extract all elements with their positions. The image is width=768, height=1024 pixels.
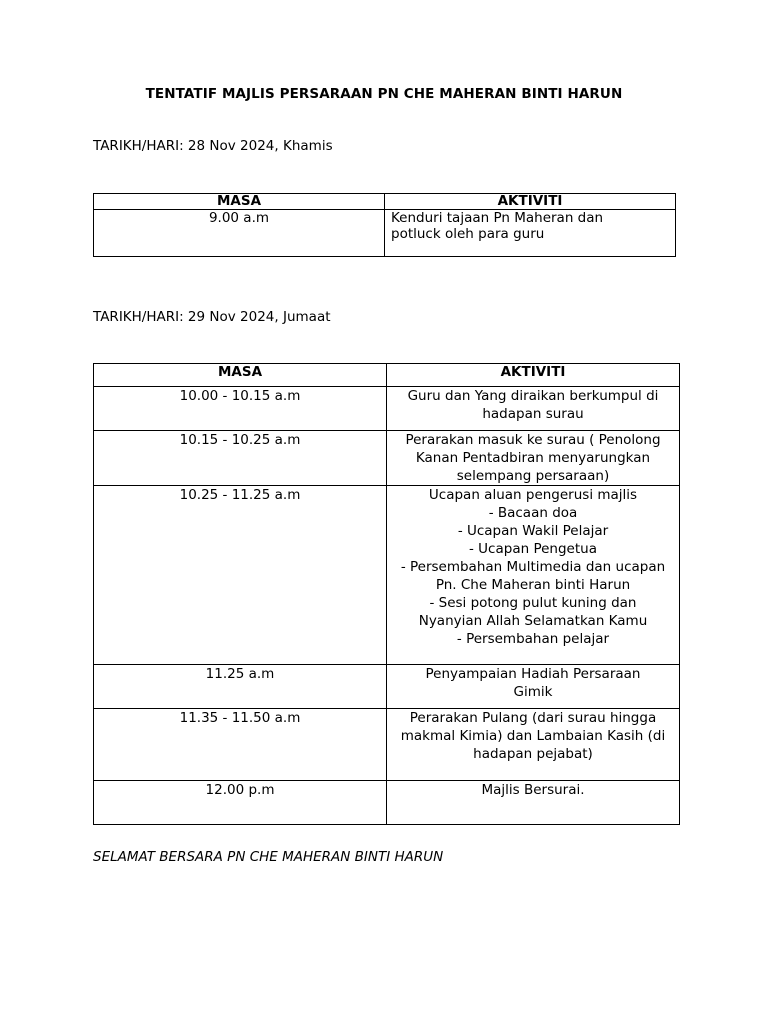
- table-row: [94, 431, 680, 486]
- aktiviti-line: - Ucapan Wakil Pelajar: [457, 523, 609, 539]
- header-aktiviti: AKTIVITI: [387, 364, 680, 387]
- table-header-row: [94, 194, 676, 210]
- table-row: [94, 709, 680, 781]
- aktiviti-line: hadapan pejabat): [473, 746, 593, 762]
- aktiviti-line: Perarakan masuk ke surau ( Penolong: [405, 432, 661, 448]
- masa-cell: 9.00 a.m: [94, 210, 385, 257]
- aktiviti-cell: [387, 431, 680, 486]
- aktiviti-line: Nyanyian Allah Selamatkan Kamu: [418, 613, 648, 629]
- date-line-day2: TARIKH/HARI: 29 Nov 2024, Jumaat: [93, 309, 331, 325]
- aktiviti-cell: [387, 486, 680, 665]
- table-row: [94, 210, 676, 257]
- aktiviti-cell: [385, 210, 676, 257]
- aktiviti-line: Guru dan Yang diraikan berkumpul di: [407, 388, 659, 404]
- aktiviti-line: Kenduri tajaan Pn Maheran dan: [391, 210, 604, 226]
- table-row: [94, 486, 680, 665]
- aktiviti-cell: [387, 781, 680, 825]
- aktiviti-line: Majlis Bersurai.: [481, 782, 585, 798]
- aktiviti-cell: [387, 665, 680, 709]
- masa-cell: 10.15 - 10.25 a.m: [94, 431, 387, 486]
- aktiviti-line: - Ucapan Pengetua: [469, 541, 597, 557]
- table-header-row: [94, 364, 680, 387]
- aktiviti-line: - Bacaan doa: [488, 505, 578, 521]
- closing-message: SELAMAT BERSARA PN CHE MAHERAN BINTI HARUN: [93, 849, 444, 865]
- aktiviti-line: selempang persaraan): [456, 468, 610, 484]
- masa-cell: 11.35 - 11.50 a.m: [94, 709, 387, 781]
- masa-cell: 10.25 - 11.25 a.m: [94, 486, 387, 665]
- aktiviti-line: Ucapan aluan pengerusi majlis: [428, 487, 638, 503]
- aktiviti-line: makmal Kimia) dan Lambaian Kasih (di: [400, 728, 666, 744]
- table-row: [94, 781, 680, 825]
- masa-cell: 11.25 a.m: [94, 665, 387, 709]
- aktiviti-line: hadapan surau: [482, 406, 584, 422]
- aktiviti-cell: [387, 709, 680, 781]
- aktiviti-line: Perarakan Pulang (dari surau hingga: [409, 710, 657, 726]
- masa-cell: 12.00 p.m: [94, 781, 387, 825]
- aktiviti-line: Pn. Che Maheran binti Harun: [435, 577, 631, 593]
- aktiviti-line: potluck oleh para guru: [391, 226, 545, 242]
- aktiviti-line: - Persembahan pelajar: [456, 631, 610, 647]
- aktiviti-line: - Sesi potong pulut kuning dan: [429, 595, 637, 611]
- header-masa: MASA: [94, 364, 387, 387]
- aktiviti-cell: [387, 387, 680, 431]
- date-line-day1: TARIKH/HARI: 28 Nov 2024, Khamis: [93, 138, 333, 154]
- header-masa: MASA: [94, 194, 385, 210]
- aktiviti-line: Penyampaian Hadiah Persaraan: [425, 666, 641, 682]
- header-aktiviti: AKTIVITI: [385, 194, 676, 210]
- aktiviti-line: - Persembahan Multimedia dan ucapan: [400, 559, 666, 575]
- document-title: TENTATIF MAJLIS PERSARAAN PN CHE MAHERAN BINTI HARUN: [145, 86, 623, 102]
- aktiviti-line: Kanan Pentadbiran menyarungkan: [415, 450, 651, 466]
- table-row: [94, 665, 680, 709]
- schedule-table-day2: [93, 363, 680, 825]
- aktiviti-line: Gimik: [513, 684, 553, 700]
- schedule-table-day1: [93, 193, 676, 257]
- table-row: [94, 387, 680, 431]
- masa-cell: 10.00 - 10.15 a.m: [94, 387, 387, 431]
